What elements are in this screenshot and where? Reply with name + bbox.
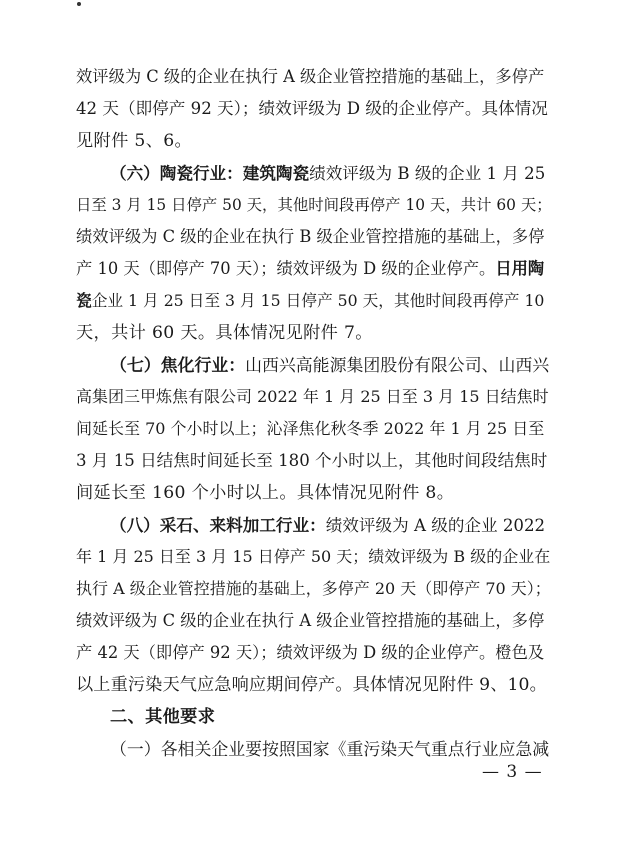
text-line: （一）各相关企业要按照国家《重污染天气重点行业应急减 [110,739,550,759]
text-line: 产 42 天（即停产 92 天）；绩效评级为 D 级的企业停产。橙色及 [76,643,545,662]
text-line: 42 天（即停产 92 天）；绩效评级为 D 级的企业停产。具体情况 [76,99,548,118]
text-line [76,289,551,313]
section-seven-paragraph [110,353,551,377]
text-span: 产 10 天（即停产 70 天）；绩效评级为 D 级的企业停产。 [76,259,496,278]
text-span: 山西兴高能源集团股份有限公司、山西兴 [245,355,550,375]
section-heading: （八）采石、来料加工行业： [110,515,326,535]
text-line: 天，共计 60 天。具体情况见附件 7。 [76,323,373,343]
text-line: 效评级为 C 级的企业在执行 A 级企业管控措施的基础上，多停产 [76,67,545,86]
scan-speck [77,2,81,6]
text-span: 绩效评级为 A 级的企业 2022 [325,516,546,535]
section-heading: （六）陶瓷行业： [110,163,243,183]
text-span: 绩效评级为 B 级的企业 1 月 25 [309,164,546,183]
text-line: 间延长至 70 个小时以上；沁泽焦化秋冬季 2022 年 1 月 25 日至 [76,419,545,438]
text-span: 企业 1 月 25 日至 3 月 15 日停产 50 天，其他时间段再停产 10 [91,291,545,310]
section-eight-paragraph [110,513,551,537]
text-line: 绩效评级为 C 级的企业在执行 A 级企业管控措施的基础上，多停 [76,611,545,630]
subheading: 建筑陶瓷 [242,163,310,183]
section-heading-other-requirements: 二、其他要求 [110,707,216,727]
text-line: 间延长至 160 个小时以上。具体情况见附件 8。 [76,483,455,503]
text-line: 3 月 15 日结焦时间延长至 180 个小时以上，其他时间段结焦时 [76,451,548,470]
section-heading: （七）焦化行业： [110,355,246,375]
text-line: 日至 3 月 15 日停产 50 天，其他时间段再停产 10 天，共计 60 天； [76,196,552,214]
text-line: 执行 A 级企业管控措施的基础上，多停产 20 天（即停产 70 天）； [76,579,551,598]
text-line: 见附件 5、6。 [76,131,193,151]
page-number: — 3 — [482,762,543,782]
text-line: 高集团三甲炼焦有限公司 2022 年 1 月 25 日至 3 月 15 日结焦时 [76,387,549,406]
section-six-paragraph [110,161,551,185]
subheading: 瓷 [76,291,92,310]
text-line [76,257,551,281]
text-line: 以上重污染天气应急响应期间停产。具体情况见附件 9、10。 [76,675,547,695]
text-line: 年 1 月 25 日至 3 月 15 日停产 50 天；绩效评级为 B 级的企业在 [76,547,551,566]
subheading: 日用陶 [495,259,545,278]
text-line: 绩效评级为 C 级的企业在执行 B 级企业管控措施的基础上，多停 [76,227,545,246]
